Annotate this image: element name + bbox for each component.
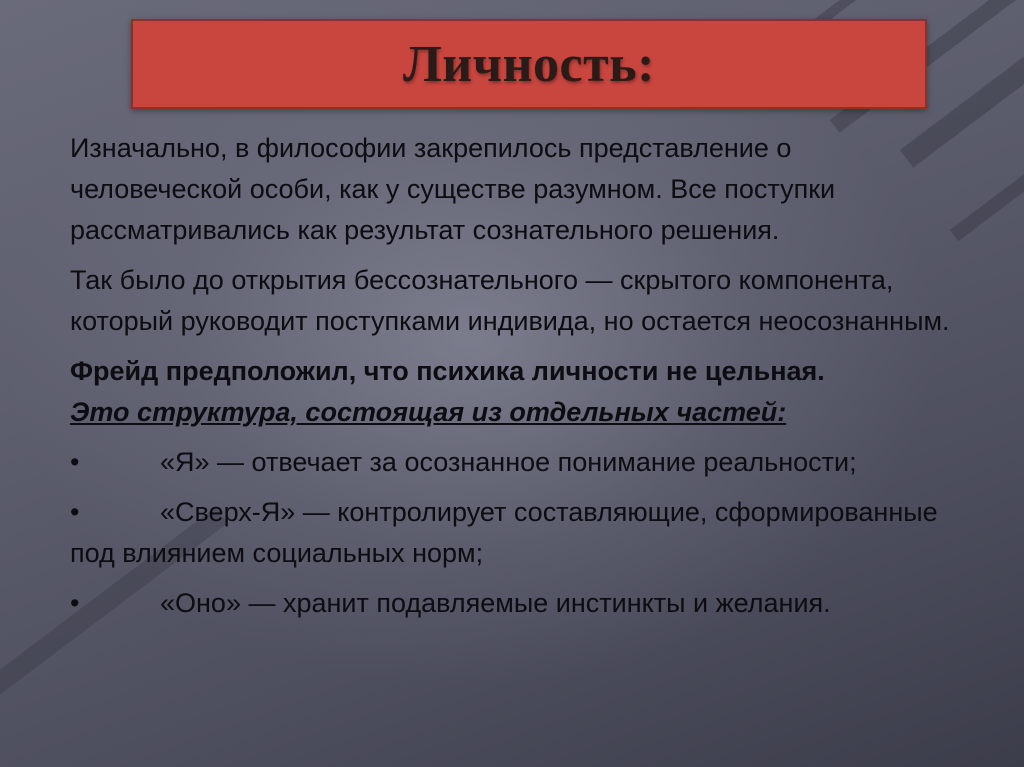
bold-statement: Фрейд предположил, что психика личности не цельная.: [70, 356, 825, 386]
bullet-icon: •: [70, 588, 80, 618]
bullet-item-ego: [70, 442, 970, 483]
structure-heading: Это структура, состоящая из отдельных частей:: [70, 397, 787, 427]
bullet-item-superego: [70, 492, 970, 574]
paragraph-intro: Изначально, в философии закрепилось представление о человеческой особи, как у существе разумном. Все поступки рассматривались как результат сознательного решения.: [70, 133, 836, 245]
paragraph-unconscious: Так было до открытия бессознательного — скрытого компонента, который руководит поступками индивида, но остается неосознанным.: [70, 265, 950, 336]
bullet-item-id: [70, 583, 970, 624]
slide-title: Личность:: [403, 35, 655, 93]
bullet-icon: •: [70, 447, 80, 477]
bullet-text: «Сверх-Я» — контролирует составляющие, сформированные под влиянием социальных норм;: [70, 497, 938, 568]
bullet-text: «Я» — отвечает за осознанное понимание реальности;: [160, 447, 857, 477]
title-box: [131, 19, 927, 109]
bullet-icon: •: [70, 497, 80, 527]
bullet-text: «Оно» — хранит подавляемые инстинкты и желания.: [160, 588, 831, 618]
slide-content: [70, 128, 970, 633]
